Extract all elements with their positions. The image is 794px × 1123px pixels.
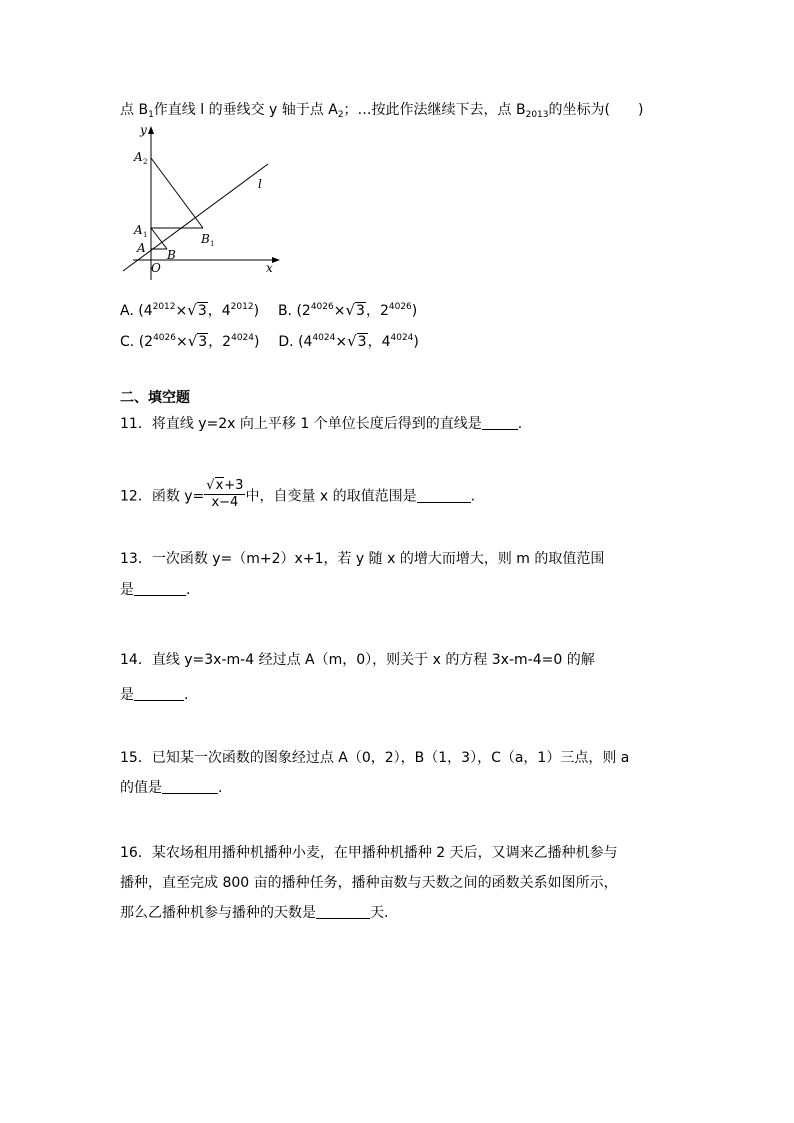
q13-line2: [120, 580, 190, 600]
option-c-exp: 4026: [153, 333, 176, 343]
q16-line3: [120, 903, 388, 923]
segment-a1-b: [151, 228, 167, 249]
option-d-exp: 4024: [390, 333, 414, 343]
option-d-text: (4: [298, 334, 313, 350]
option-d-text: ，4: [367, 334, 391, 350]
option-c[interactable]: [120, 334, 264, 350]
option-d-times: ×: [335, 334, 348, 350]
option-a-label: A.: [120, 303, 134, 319]
q12-text: 中，自变量 x 的取值范围是: [245, 488, 417, 505]
q10-stem-sub: 1: [148, 110, 154, 120]
q10-stem-sub: 2013: [525, 110, 549, 120]
q16-text: 那么乙播种机参与播种的天数是: [120, 905, 316, 921]
q15-line1: 15．已知某一次函数的图象经过点 A（0，2），B（1，3），C（a，1）三点，则 a: [120, 750, 630, 766]
q15-end: .: [218, 780, 223, 796]
q12-denominator: x−4: [211, 495, 239, 510]
option-b-exp: 4026: [388, 302, 412, 312]
option-c-exp: 4024: [231, 333, 255, 343]
option-b-exp: 4026: [310, 302, 334, 312]
sqrt-icon: √3: [187, 301, 207, 319]
q12: [120, 480, 475, 513]
option-b-text: (2: [296, 303, 311, 319]
sqrt-icon: √x: [206, 478, 224, 493]
option-a-text: ，4: [207, 303, 231, 319]
option-b-text: ): [411, 303, 418, 319]
label-o: O: [151, 261, 161, 275]
q10-stem-text: 作直线 l 的垂线交 y 轴于点 A: [153, 102, 338, 118]
q13-text: 是: [120, 582, 134, 598]
option-a-exp: 2012: [152, 302, 176, 312]
q11-end: .: [517, 416, 523, 432]
option-c-times: ×: [175, 334, 188, 350]
q10-options-row1: [120, 300, 417, 321]
q14-text: 是: [120, 687, 134, 703]
label-l: l: [258, 177, 262, 191]
label-b1: B: [201, 232, 210, 246]
q16-answer-blank[interactable]: [316, 904, 370, 919]
label-x: x: [266, 261, 273, 275]
option-b-label: B.: [277, 303, 292, 319]
q14-line1: 14．直线 y=3x-m-4 经过点 A（m，0），则关于 x 的方程 3x-m-4=0 的解: [120, 652, 595, 668]
q14-line2: [120, 685, 188, 705]
q10-stem-text: ；…按此作法继续下去，点 B: [343, 102, 526, 118]
option-c-label: C.: [120, 334, 135, 350]
option-a-radicand: 3: [197, 303, 207, 319]
label-a2: A: [134, 150, 143, 164]
q10-options-row2: [120, 331, 419, 352]
q12-end: .: [470, 488, 476, 505]
segment-a2-b1: [151, 158, 203, 228]
q13-answer-blank[interactable]: [134, 581, 186, 596]
label-b1-sub: 1: [210, 240, 215, 248]
option-c-text: (2: [138, 334, 154, 350]
option-b-times: ×: [333, 303, 346, 319]
label-a2-sub: 2: [143, 158, 148, 166]
q10-stem-sub: 2: [337, 110, 344, 120]
q15-line2: [120, 778, 222, 798]
y-axis-arrow: [148, 126, 154, 134]
option-d-exp: 4024: [312, 333, 336, 343]
option-d-text: ): [413, 334, 419, 350]
q10-stem: [120, 100, 643, 120]
option-a-times: ×: [175, 303, 188, 319]
sqrt-icon: √3: [347, 332, 367, 350]
x-axis-arrow: [272, 257, 280, 263]
q12-numerator: [204, 478, 245, 495]
q16-line1: 16．某农场租用播种机播种小麦，在甲播种机播种 2 天后，又调来乙播种机参与: [120, 845, 618, 861]
q12-radicand: x: [215, 478, 224, 493]
q12-num-rest: +3: [224, 478, 244, 493]
label-a: A: [137, 241, 146, 255]
sqrt-icon: √3: [187, 332, 208, 350]
option-a-text: (4: [138, 303, 153, 319]
label-b: B: [167, 248, 176, 262]
option-d-radicand: 3: [357, 334, 367, 350]
q14-answer-blank[interactable]: [134, 686, 184, 701]
option-c-radicand: 3: [198, 334, 208, 350]
q12-answer-blank[interactable]: [417, 488, 471, 503]
option-a[interactable]: [120, 303, 263, 319]
q10-stem-text: 点 B: [120, 102, 149, 118]
q15-text: 的值是: [120, 780, 162, 796]
label-a1-sub: 1: [143, 231, 148, 239]
option-b-text: ，2: [365, 303, 389, 319]
q16-line2: 播种，直至完成 800 亩的播种任务，播种亩数与天数之间的函数关系如图所示，: [120, 875, 618, 891]
q15-answer-blank[interactable]: [162, 779, 218, 794]
q13-end: .: [186, 582, 191, 598]
option-d-label: D.: [278, 334, 294, 350]
option-a-exp: 2012: [230, 302, 254, 312]
q12-text: 12．函数 y=: [120, 488, 205, 505]
option-b-radicand: 3: [356, 303, 365, 319]
q11-answer-blank[interactable]: [482, 415, 518, 430]
q10-stem-text: 的坐标为( ): [548, 102, 644, 118]
q13-line1: 13．一次函数 y=（m+2）x+1，若 y 随 x 的增大而增大，则 m 的取值范围: [120, 551, 605, 567]
q16-text: 天.: [370, 905, 389, 921]
option-d[interactable]: [278, 334, 418, 350]
label-y: y: [140, 123, 147, 137]
q10-figure: [118, 122, 288, 282]
option-c-text: ，2: [208, 334, 232, 350]
option-c-text: ): [254, 334, 260, 350]
q11: [120, 414, 522, 434]
q12-fraction: [204, 478, 245, 511]
sqrt-icon: √3: [345, 301, 365, 319]
q11-text: 11．将直线 y=2x 向上平移 1 个单位长度后得到的直线是: [120, 416, 482, 432]
section-title: 二、填空题: [120, 390, 190, 406]
option-b[interactable]: [278, 303, 417, 319]
label-a1: A: [134, 223, 143, 237]
q14-end: .: [184, 687, 189, 703]
option-a-text: ): [253, 303, 260, 319]
